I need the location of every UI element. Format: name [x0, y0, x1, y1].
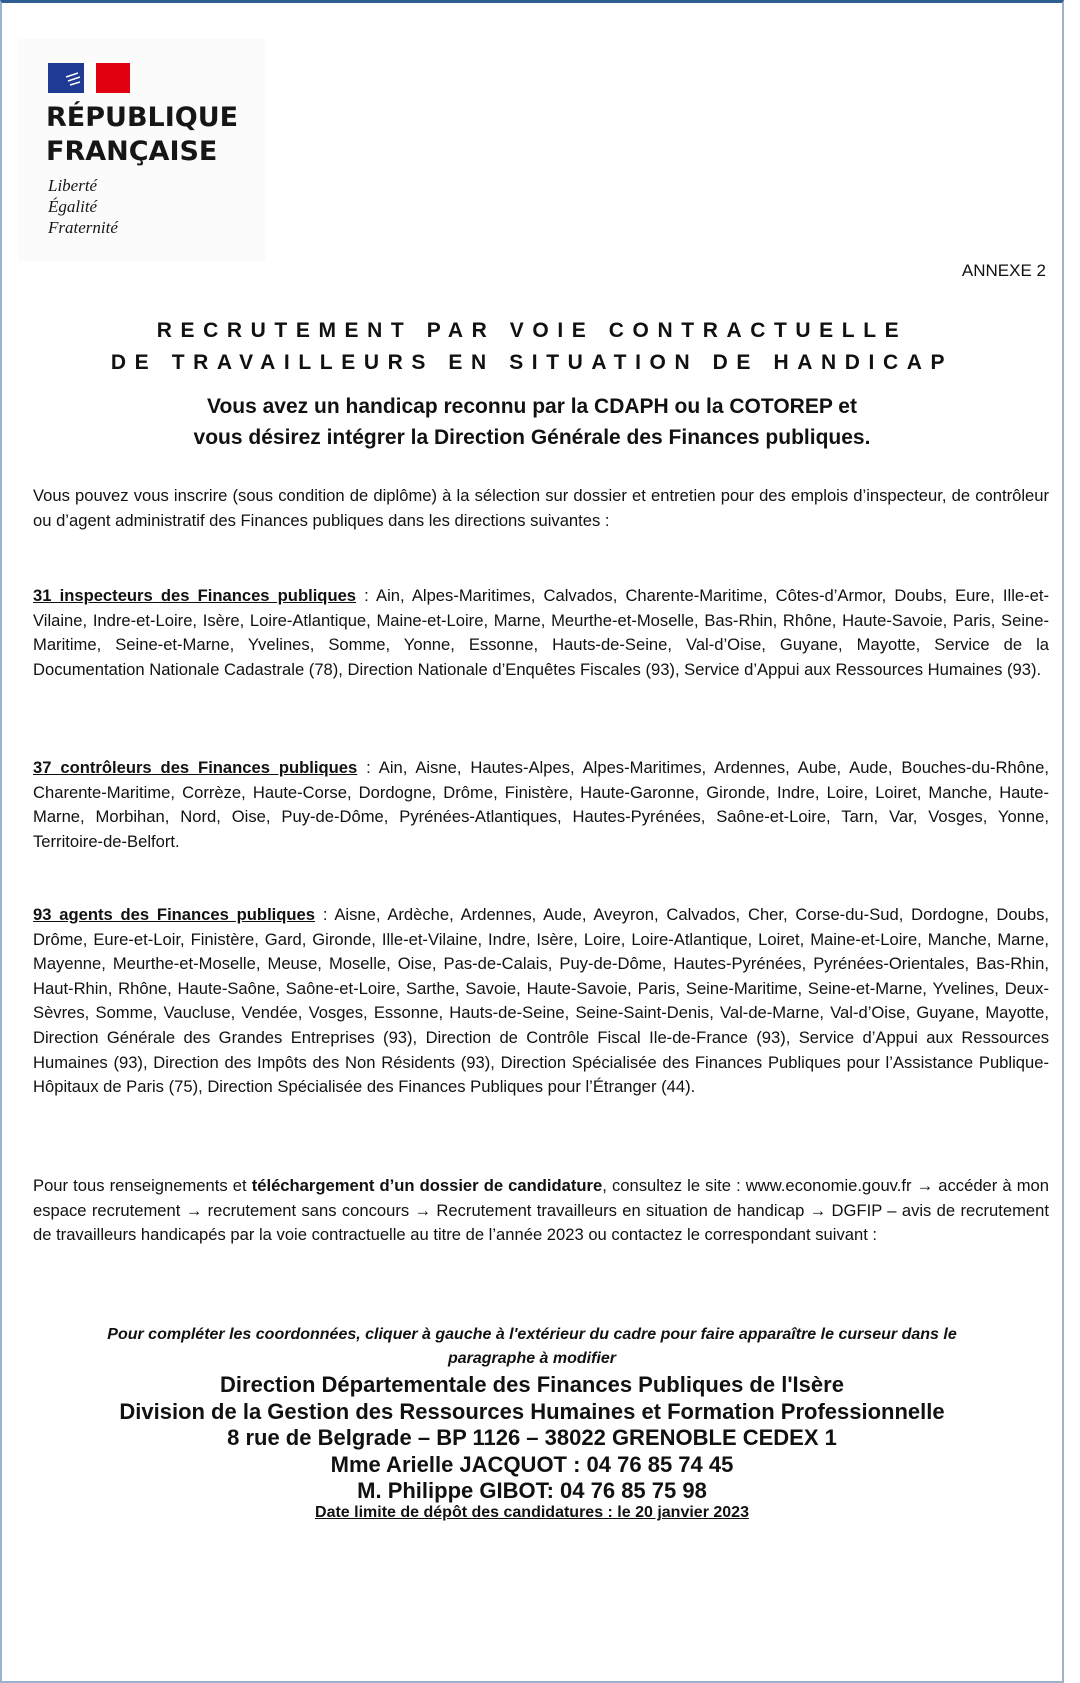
controleurs-list: : Ain, Aisne, Hautes-Alpes, Alpes-Maritimes, Ardennes, Aube, Aude, Bouches-du-Rhône, Charente-Maritime, Corrèze, Haute-Corse, Dordogne, Drôme, Finistère, Haute-Garonne, Gironde, Indre, Loire, Loiret, Manche, Haute-Marne, Morbihan, Nord, Oise, Puy-de-Dôme, Pyrénées-Atlantiques, Hautes-Pyrénées, Saône-et-Loire, Tarn, Var, Vosges, Yonne, Territoire-de-Belfort.: [33, 758, 1049, 851]
agents-list: : Aisne, Ardèche, Ardennes, Aude, Aveyron, Calvados, Cher, Corse-du-Sud, Dordogne, Doubs, Drôme, Eure-et-Loir, Finistère, Gard, Gironde, Ille-et-Vilaine, Indre, Isère, Loire, Loire-Atlantique, Loiret, Maine-et-Loire, Manche, Marne, Mayenne, Meurthe-et-Moselle, Meuse, Moselle, Oise, Pas-de-Calais, Puy-de-Dôme, Hautes-Pyrénées, Pyrénées-Orientales, Bas-Rhin, Haut-Rhin, Rhône, Haute-Saône, Saône-et-Loire, Sarthe, Savoie, Haute-Savoie, Paris, Seine-Maritime, Seine-et-Marne, Yvelines, Deux-Sèvres, Somme, Vaucluse, Vendée, Vosges, Essonne, Hauts-de-Seine, Seine-Saint-Denis, Val-de-Marne, Val-d’Oise, Guyane, Mayotte, Direction Générale des Grandes Entreprises (93), Direction de Contrôle Fiscal Ile-de-France (93), Service d’Appui aux Ressources Humaines (93), Direction des Impôts des Non Résidents (93), Direction Spécialisée des Finances Publiques pour l’Assistance Publique-Hôpitaux de Paris (75), Direction Spécialisée des Finances Publiques pour l’Étranger (44).: [33, 905, 1049, 1097]
subtitle-line-1: Vous avez un handicap reconnu par la CDAPH ou la COTOREP et: [207, 395, 857, 418]
contact-division: Division de la Gestion des Ressources Humaines et Formation Professionnelle: [119, 1398, 945, 1424]
agents-heading: 93 agents des Finances publiques: [33, 905, 316, 924]
controleurs-section: [33, 756, 1049, 854]
republique-francaise-wordmark: [46, 101, 238, 169]
annexe-label: ANNEXE 2: [961, 261, 1046, 280]
motto-liberte: Liberté: [48, 176, 98, 195]
subtitle: [2, 391, 1062, 453]
intro-paragraph: Vous pouvez vous inscrire (sous condition de diplôme) à la sélection sur dossier et entretien pour des emplois d’inspecteur, de contrôleur ou d’agent administratif des Finances publiques dans les directions suivantes :: [33, 486, 1049, 530]
marianne-flag-icon: [48, 63, 130, 93]
agents-section: [33, 903, 1049, 1100]
wordmark-line-1: RÉPUBLIQUE: [46, 102, 239, 133]
info-prefix: Pour tous renseignements et: [33, 1176, 252, 1195]
info-bold: téléchargement d’un dossier de candidature: [251, 1176, 603, 1195]
inspecteurs-heading: 31 inspecteurs des Finances publiques: [33, 586, 357, 605]
contact-person-2: M. Philippe GIBOT: 04 76 85 75 98: [357, 1478, 707, 1503]
title-line-1: RECRUTEMENT PAR VOIE CONTRACTUELLE: [156, 319, 908, 342]
wordmark-line-2: FRANÇAISE: [46, 136, 218, 167]
republic-motto: [48, 175, 118, 238]
contact-person-1: Mme Arielle JACQUOT : 04 76 85 74 45: [330, 1451, 734, 1477]
contact-address: 8 rue de Belgrade – BP 1126 – 38022 GRENOBLE CEDEX 1: [227, 1425, 837, 1450]
info-suffix: , consultez le site : www.economie.gouv.fr → accéder à mon espace recrutement → recrutement sans concours → Recrutement travailleurs en situation de handicap → DGFIP – avis de recrutement de travailleurs handicapés par la voie contractuelle au titre de l’année 2023 ou contactez le correspondant suivant :: [33, 1176, 1050, 1245]
contact-block: [2, 1372, 1062, 1505]
contact-instruction-note: Pour compléter les coordonnées, cliquer à gauche à l'extérieur du cadre pour faire apparaître le curseur dans le paragraphe à modifier: [107, 1326, 957, 1367]
contact-direction: Direction Départementale des Finances Publiques de l'Isère: [220, 1372, 844, 1397]
title-line-2: DE TRAVAILLEURS EN SITUATION DE HANDICAP: [110, 351, 954, 374]
controleurs-heading: 37 contrôleurs des Finances publiques: [33, 758, 358, 777]
inspecteurs-section: [33, 584, 1049, 682]
info-paragraph: [33, 1174, 1049, 1248]
inspecteurs-list: : Ain, Alpes-Maritimes, Calvados, Charente-Maritime, Côtes-d’Armor, Doubs, Eure, Ille-et-Vilaine, Indre-et-Loire, Isère, Loire-Atlantique, Maine-et-Loire, Marne, Meurthe-et-Moselle, Bas-Rhin, Rhône, Haute-Savoie, Paris, Seine-Maritime, Seine-et-Marne, Yvelines, Somme, Yonne, Essonne, Hauts-de-Seine, Val-d’Oise, Guyane, Mayotte, Service de la Documentation Nationale Cadastrale (78), Direction Nationale d’Enquêtes Fiscales (93), Service d’Appui aux Ressources Humaines (93).: [33, 586, 1049, 679]
deadline: Date limite de dépôt des candidatures : le 20 janvier 2023: [315, 1504, 749, 1521]
republique-francaise-logo: [18, 39, 266, 261]
motto-fraternite: Fraternité: [48, 218, 118, 237]
subtitle-line-2: vous désirez intégrer la Direction Générale des Finances publiques.: [193, 426, 871, 449]
motto-egalite: Égalité: [48, 197, 98, 216]
